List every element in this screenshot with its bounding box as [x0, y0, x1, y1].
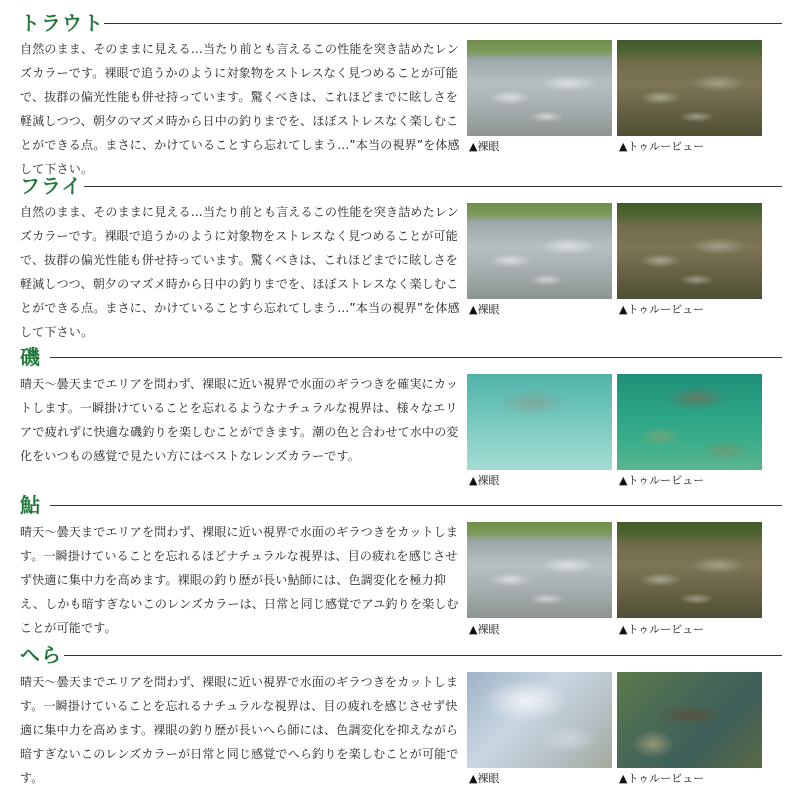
trueview-photo — [617, 374, 762, 470]
section-title: トラウト — [20, 11, 104, 35]
naked-eye-photo — [467, 203, 612, 299]
trueview-caption: ▲トゥルービュー — [619, 623, 705, 636]
section-ayu — [0, 492, 800, 642]
section-header — [20, 492, 782, 518]
trueview-caption: ▲トゥルービュー — [619, 474, 705, 487]
naked-eye-photo — [467, 40, 612, 136]
divider — [84, 186, 782, 187]
trueview-photo — [617, 672, 762, 768]
section-hera — [0, 642, 800, 800]
section-trout — [0, 10, 800, 176]
section-header — [20, 642, 782, 668]
trueview-caption: ▲トゥルービュー — [619, 140, 705, 153]
section-description: 晴天～曇天までエリアを問わず、裸眼に近い視界で水面のギラつきを確実にカットします。一瞬掛けていることを忘れるようなナチュラルな視界は、様々なエリアで疲れずに快適な磯釣りを楽しむことができます。潮の色と合わせて水中の変化をいつもの感覚で見たい方にはベストなレンズカラーです。 — [20, 377, 459, 463]
naked-eye-caption: ▲裸眼 — [469, 474, 500, 487]
divider — [50, 505, 782, 506]
section-title: フライ — [20, 174, 83, 198]
naked-eye-photo — [467, 374, 612, 470]
divider — [50, 357, 782, 358]
section-fly — [0, 173, 800, 339]
section-description: 晴天～曇天までエリアを問わず、裸眼に近い視界で水面のギラつきをカットします。一瞬掛けていることを忘れるほどナチュラルな視界は、目の疲れを感じさせず快適に集中力を高めます。裸眼の釣り歴が長い鮎師には、色調変化を極力抑え、しかも暗すぎないこのレンズカラーは、日常と同じ感覚でアユ釣りを楽しむことが可能です。 — [20, 525, 459, 635]
section-iso — [0, 344, 800, 494]
section-description: 自然のまま、そのままに見える…当たり前とも言えるこの性能を突き詰めたレンズカラーです。裸眼で追うかのように対象物をストレスなく見つめることが可能で、抜群の偏光性能も併せ持っています。驚くべきは、これほどまでに眩しさを軽減しつつ、朝夕のマズメ時から日中の釣りまでを、ほぼストレスなく楽しむことができる点。まさに、かけていることすら忘れてしまう…”本当の視界”を体感して下さい。 — [20, 42, 460, 176]
divider — [64, 655, 782, 656]
divider — [104, 23, 782, 24]
naked-eye-caption: ▲裸眼 — [469, 303, 500, 316]
section-description: 晴天～曇天までエリアを問わず、裸眼に近い視界で水面のギラつきをカットします。一瞬掛けていることを忘れるナチュラルな視界は、目の疲れを感じさせず快適に集中力を高めます。裸眼の釣り歴が長いへら師には、色調変化を抑えながら暗すぎないこのレンズカラーが日常と同じ感覚でへら釣りを楽しむことが可能です。 — [20, 675, 459, 785]
naked-eye-caption: ▲裸眼 — [469, 140, 500, 153]
naked-eye-caption: ▲裸眼 — [469, 623, 500, 636]
section-title: 磯 — [20, 345, 41, 369]
naked-eye-caption: ▲裸眼 — [469, 772, 500, 785]
naked-eye-photo — [467, 672, 612, 768]
naked-eye-photo — [467, 522, 612, 618]
trueview-caption: ▲トゥルービュー — [619, 303, 705, 316]
trueview-photo — [617, 522, 762, 618]
section-title: へら — [20, 643, 62, 667]
section-header — [20, 344, 782, 370]
trueview-photo — [617, 40, 762, 136]
trueview-caption: ▲トゥルービュー — [619, 772, 705, 785]
trueview-photo — [617, 203, 762, 299]
section-header — [20, 10, 782, 36]
section-header — [20, 173, 782, 199]
section-description: 自然のまま、そのままに見える…当たり前とも言えるこの性能を突き詰めたレンズカラーです。裸眼で追うかのように対象物をストレスなく見つめることが可能で、抜群の偏光性能も併せ持っています。驚くべきは、これほどまでに眩しさを軽減しつつ、朝夕のマズメ時から日中の釣りまでを、ほぼストレスなく楽しむことができる点。まさに、かけていることすら忘れてしまう…”本当の視界”を体感して下さい。 — [20, 205, 460, 339]
section-title: 鮎 — [20, 493, 41, 517]
